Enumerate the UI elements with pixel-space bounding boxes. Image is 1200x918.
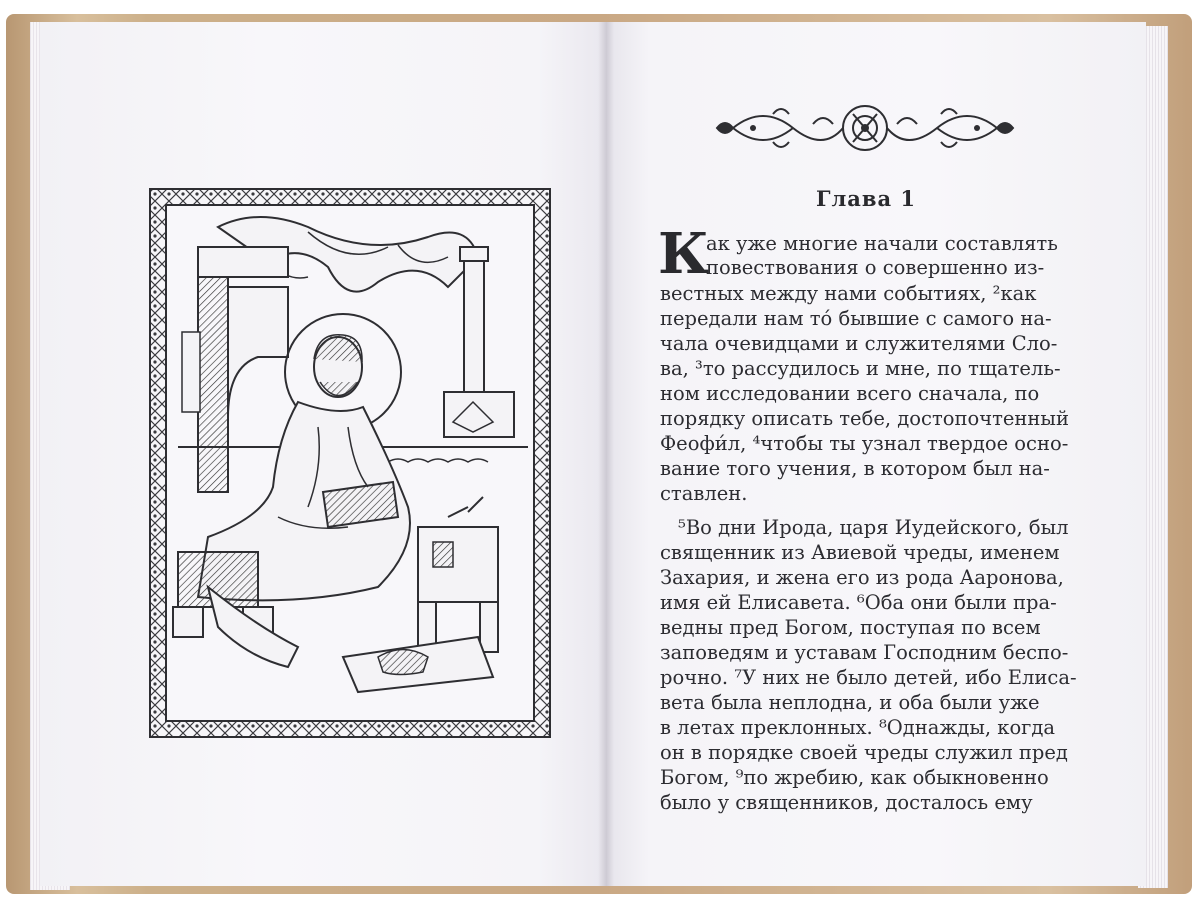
- text-line: заповедям и уставам Господним беспо-: [660, 641, 1069, 664]
- text-line: ва, ³то рассудилось и мне, по тщатель-: [660, 357, 1061, 380]
- text-line: он в порядке своей чреды служил пред: [660, 741, 1068, 764]
- text-line: Захария, и жена его из рода Ааронова,: [660, 566, 1064, 589]
- text-line: ⁵Во дни Ирода, царя Иудейского, был: [678, 516, 1069, 539]
- text-line: Богом, ⁹по жребию, как обыкновенно: [660, 766, 1049, 789]
- text-line: вестных между нами событиях, ²как: [660, 282, 1037, 305]
- text-line: повествования о совершенно из-: [706, 256, 1045, 279]
- text-line: священник из Авиевой чреды, именем: [660, 541, 1060, 564]
- text-line: ак уже многие начали составлять: [706, 232, 1058, 255]
- text-line: Феофи́л, ⁴чтобы ты узнал твердое осно-: [660, 432, 1069, 455]
- floral-headpiece-ornament: [713, 94, 1017, 162]
- text-line: ведны пред Богом, поступая по всем: [660, 616, 1041, 639]
- text-line: рочно. ⁷У них не было детей, ибо Елиса-: [660, 666, 1077, 689]
- text-line: имя ей Елисавета. ⁶Оба они были пра-: [660, 591, 1057, 614]
- drop-cap: К: [658, 221, 709, 287]
- text-line: было у священников, досталось ему: [660, 791, 1033, 814]
- text-line: порядку описать тебе, достопочтенный: [660, 407, 1069, 430]
- text-line: в летах преклонных. ⁸Однажды, когда: [660, 716, 1056, 739]
- text-line: передали нам то́ бывшие с самого на-: [660, 307, 1052, 330]
- book-gutter: [598, 22, 614, 886]
- evangelist-illustration: [148, 187, 552, 739]
- text-line: ставлен.: [660, 482, 748, 505]
- text-line: вание того учения, в котором был на-: [660, 457, 1050, 480]
- chapter-title: Глава 1: [816, 186, 917, 211]
- text-line: чала очевидцами и служителями Сло-: [660, 332, 1058, 355]
- text-line: ном исследовании всего сначала, по: [660, 382, 1040, 405]
- text-line: вета была неплодна, и оба были уже: [660, 691, 1040, 714]
